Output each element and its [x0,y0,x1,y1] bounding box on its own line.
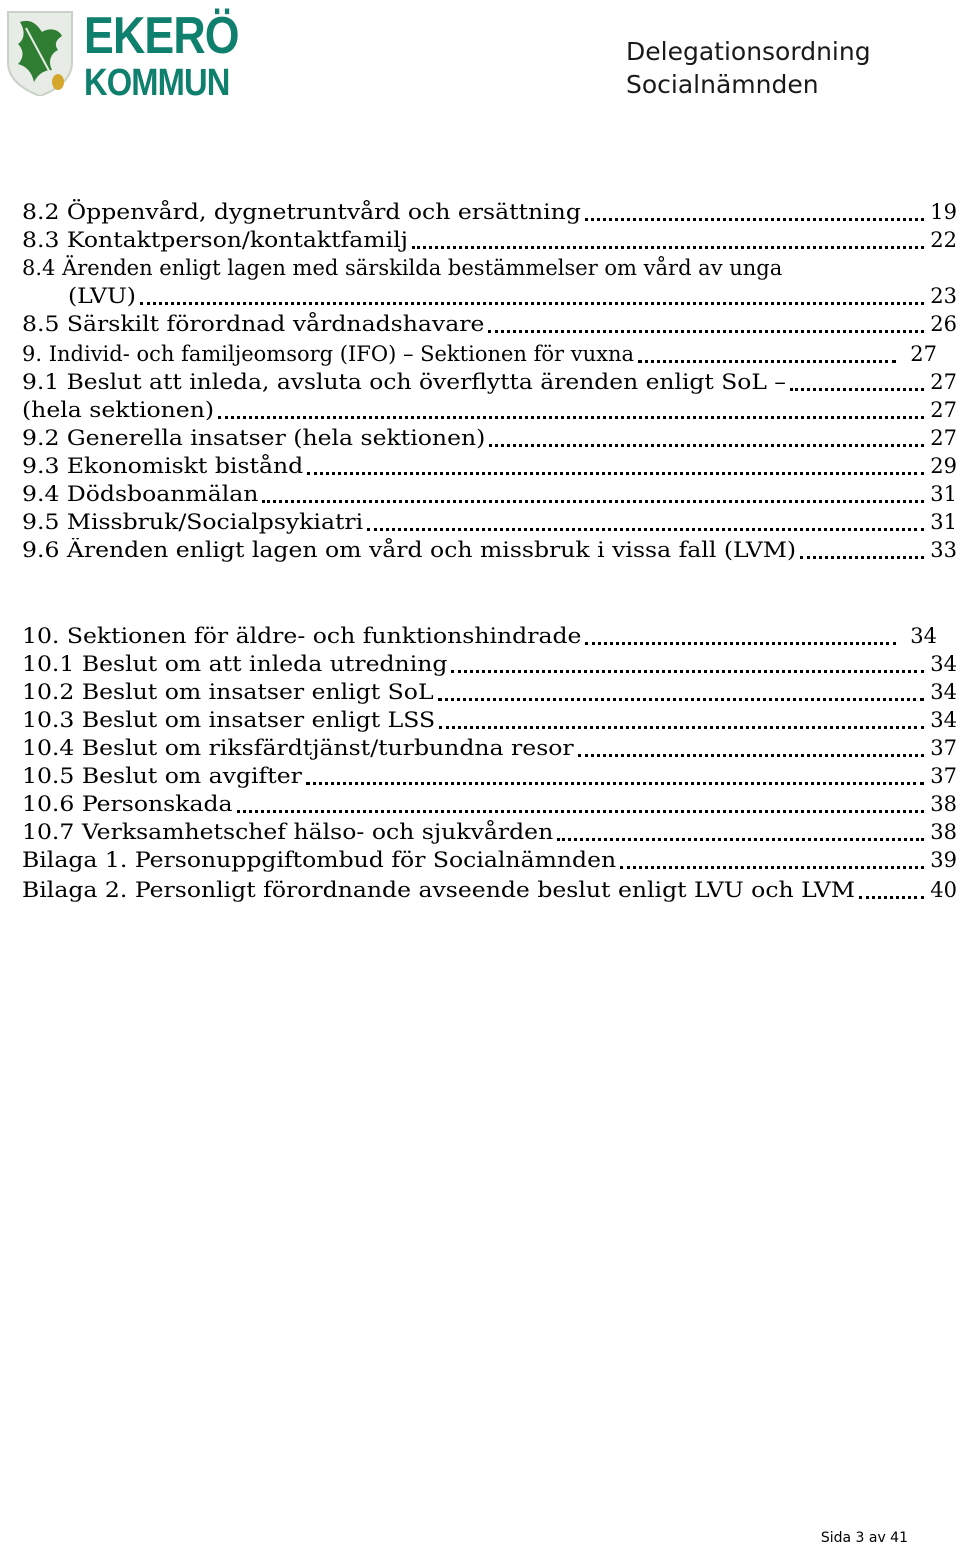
toc-entry-title: 10.2 Beslut om insatser enligt SoL [22,680,434,704]
toc-dot-leader [585,218,924,221]
toc-entry-page-number: 29 [930,454,957,478]
toc-entry-title: 8.5 Särskilt förordnad vårdnadshavare [22,312,485,336]
toc-entry-page-number: 34 [930,680,957,704]
toc-entry[interactable] [0,818,960,846]
toc-entry-title: (hela sektionen) [22,398,215,422]
toc-dot-leader [638,360,896,363]
toc-entry[interactable] [0,706,960,734]
toc-entry[interactable] [0,508,960,536]
toc-entry[interactable] [0,254,960,282]
page-number: Sida 3 av 41 [820,1530,908,1546]
toc-entry-title: Bilaga 1. Personuppgiftombud för Socialnämnden [22,848,617,872]
toc-entry-page-number: 34 [910,624,937,648]
toc-dot-leader [489,444,924,447]
toc-entry-page-number: 27 [930,370,957,394]
toc-entry[interactable] [0,282,960,310]
toc-entry-page-number: 37 [930,736,957,760]
toc-entry-title: 10.1 Beslut om att inleda utredning [22,652,448,676]
toc-entry[interactable] [0,734,960,762]
toc-dot-leader [800,556,924,559]
toc-entry[interactable] [0,310,960,338]
toc-dot-leader [557,838,924,841]
toc-dot-leader [367,528,924,531]
toc-dot-leader [585,642,896,645]
toc-entry[interactable] [0,622,960,650]
toc-dot-leader [306,782,924,785]
toc-dot-leader [488,330,924,333]
toc-entry[interactable] [0,762,960,790]
toc-entry-title: 10.4 Beslut om riksfärdtjänst/turbundna resor [22,736,574,760]
document-title: Delegationsordning [626,37,871,66]
toc-entry-page-number: 27 [930,426,957,450]
toc-entry-title: 10.3 Beslut om insatser enligt LSS [22,708,436,732]
toc-entry[interactable] [0,678,960,706]
toc-entry-title: 8.3 Kontaktperson/kontaktfamilj [22,228,408,252]
toc-dot-leader [218,416,924,419]
toc-entry-page-number: 38 [930,820,957,844]
toc-entry-page-number: 23 [930,284,957,308]
toc-entry[interactable] [0,396,960,424]
toc-entry-page-number: 27 [930,398,957,422]
toc-dot-leader [307,472,924,475]
toc-entry-page-number: 26 [930,312,957,336]
toc-entry-page-number: 31 [930,482,957,506]
toc-dot-leader [620,866,924,869]
toc-entry-page-number: 19 [930,200,957,224]
toc-entry-title: 10.7 Verksamhetschef hälso- och sjukvården [22,820,554,844]
toc-entry-title: 9. Individ- och familjeomsorg (IFO) – Sektionen för vuxna [22,342,635,366]
toc-entry-title: 10.5 Beslut om avgifter [22,764,302,788]
toc-dot-leader [262,500,924,503]
toc-entry[interactable] [0,536,960,564]
toc-entry-page-number: 37 [930,764,957,788]
toc-entry[interactable] [0,876,960,904]
toc-entry[interactable] [0,424,960,452]
toc-dot-leader [859,896,924,899]
toc-dot-leader [140,302,924,305]
toc-entry-page-number: 34 [930,708,957,732]
toc-dot-leader [451,670,924,673]
toc-entry-page-number: 40 [930,878,957,902]
toc-dot-leader [438,698,924,701]
toc-entry-title: 9.2 Generella insatser (hela sektionen) [22,426,486,450]
logo-wordmark-bottom: KOMMUN [84,62,230,104]
logo-wordmark-top: EKERÖ [84,7,239,65]
toc-entry[interactable] [0,368,960,396]
toc-entry-title: Bilaga 2. Personligt förordnande avseende beslut enligt LVU och LVM [22,878,856,902]
toc-entry-title: 9.3 Ekonomiskt bistånd [22,454,304,478]
toc-entry[interactable] [0,790,960,818]
toc-entry-page-number: 34 [930,652,957,676]
toc-entry[interactable] [0,480,960,508]
toc-dot-leader [578,754,924,757]
toc-entry-page-number: 31 [930,510,957,534]
toc-entry-title: 8.2 Öppenvård, dygnetruntvård och ersättning [22,200,581,224]
toc-entry-title: 8.4 Ärenden enligt lagen med särskilda bestämmelser om vård av unga [22,256,783,280]
toc-entry[interactable] [0,846,960,874]
document-subtitle: Socialnämnden [626,70,819,99]
toc-entry-page-number: 39 [930,848,957,872]
toc-entry[interactable] [0,650,960,678]
toc-entry-page-number: 38 [930,792,957,816]
toc-entry-title: 9.1 Beslut att inleda, avsluta och överflytta ärenden enligt SoL – [22,370,786,394]
toc-dot-leader [412,246,924,249]
toc-dot-leader [439,726,924,729]
toc-entry[interactable] [0,340,960,368]
toc-dot-leader [790,388,924,391]
toc-entry-page-number: 33 [930,538,957,562]
toc-entry-title: 10. Sektionen för äldre- och funktionshindrade [22,624,582,648]
toc-entry-title: 9.5 Missbruk/Socialpsykiatri [22,510,364,534]
toc-dot-leader [237,810,924,813]
toc-entry-page-number: 27 [910,342,937,366]
toc-entry-title: (LVU) [68,284,136,308]
toc-entry-title: 10.6 Personskada [22,792,233,816]
toc-entry-title: 9.6 Ärenden enligt lagen om vård och missbruk i vissa fall (LVM) [22,538,797,562]
toc-entry-title: 9.4 Dödsboanmälan [22,482,259,506]
toc-entry[interactable] [0,226,960,254]
toc-entry[interactable] [0,198,960,226]
toc-entry-page-number: 22 [930,228,957,252]
toc-entry[interactable] [0,452,960,480]
